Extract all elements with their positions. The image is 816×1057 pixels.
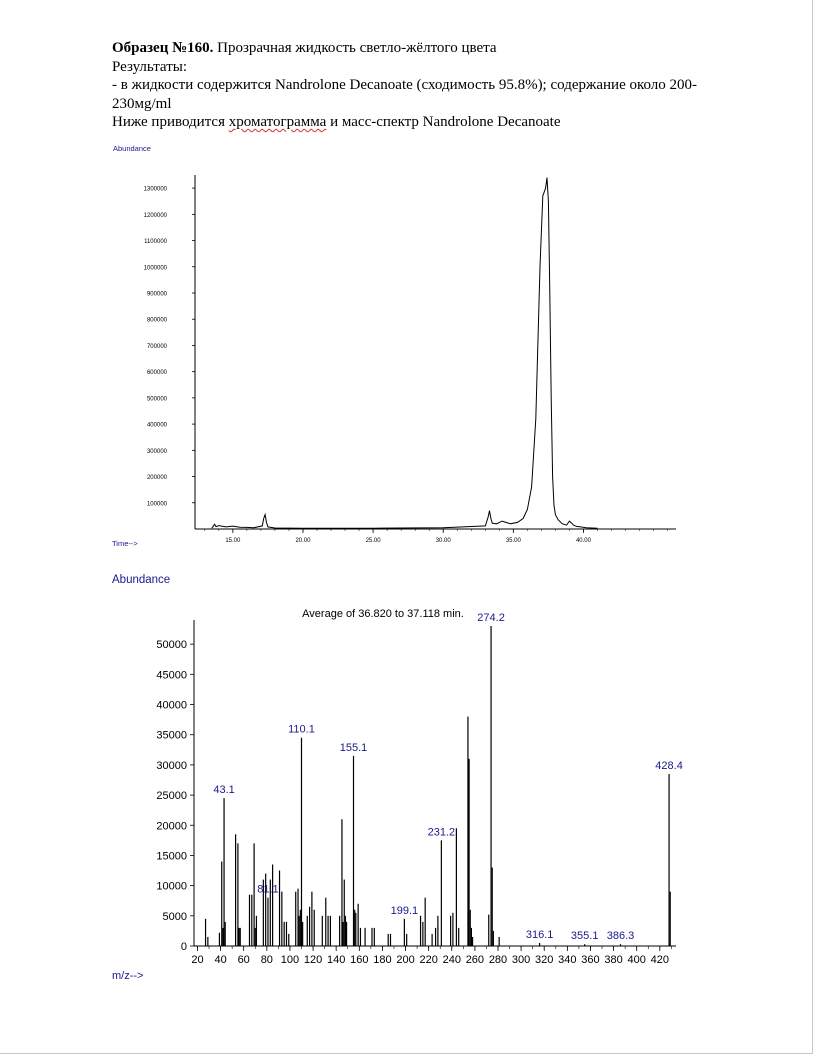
results-label: Результаты: [112, 58, 187, 75]
x-tick-label: 30.00 [435, 538, 451, 544]
peak-label: 355.1 [570, 930, 599, 943]
x-tick-label: 220 [419, 954, 438, 966]
peak-label: 386.3 [606, 930, 635, 943]
y-tick-label: 0 [180, 941, 187, 953]
x-tick-label: 100 [280, 954, 300, 966]
y-tick-label: 25000 [156, 790, 187, 803]
result-line: - в жидкости содержится Nandrolone Decanoate (сходимость 95.8%); содержание около 200-230мg/ml [112, 77, 698, 112]
caption-spellchecked-word: хроматограмма [228, 114, 327, 130]
y-tick-label: 1200000 [143, 212, 167, 219]
y-tick-label: 15000 [156, 850, 187, 863]
x-tick-label: 35.00 [505, 538, 521, 544]
x-tick-label: 260 [465, 954, 485, 966]
y-tick-label: 700000 [146, 343, 167, 350]
x-tick-label: 40.00 [575, 538, 591, 544]
y-tick-label: 35000 [156, 729, 187, 742]
x-tick-label: 200 [396, 954, 415, 966]
chromatogram-chart [0, 140, 816, 560]
y-tick-label: 30000 [156, 759, 187, 772]
peak-label: 316.1 [525, 928, 554, 941]
y-tick-label: 5000 [162, 910, 187, 923]
x-tick-label: 140 [326, 954, 346, 966]
y-axis-label: Abundance [112, 574, 171, 586]
x-tick-label: 380 [604, 954, 623, 966]
peak-label: 274.2 [477, 612, 505, 625]
y-tick-label: 40000 [156, 699, 187, 712]
x-tick-label: 20 [191, 954, 204, 966]
y-tick-label: 900000 [146, 291, 167, 298]
sample-number: Образец №160. [112, 40, 214, 56]
x-tick-label: 340 [558, 954, 577, 966]
x-tick-label: 20.00 [295, 538, 311, 544]
mass-spectrum-chart [0, 570, 816, 990]
x-tick-label: 40 [214, 954, 227, 966]
x-tick-label: 240 [442, 954, 461, 966]
y-tick-label: 200000 [146, 475, 167, 482]
y-tick-label: 800000 [146, 317, 167, 324]
peak-label: 199.1 [390, 904, 419, 917]
x-tick-label: 360 [581, 954, 600, 966]
y-tick-label: 45000 [156, 669, 187, 682]
x-tick-label: 80 [260, 954, 273, 966]
peak-label: 428.4 [655, 759, 683, 772]
chart-title: Average of 36.820 to 37.118 min. [302, 608, 464, 620]
peak-label: 231.2 [427, 826, 456, 839]
peak-label: 155.1 [339, 741, 368, 754]
x-tick-label: 280 [488, 954, 508, 966]
peak-label: 81.1 [257, 883, 279, 896]
y-tick-label: 1000000 [143, 265, 167, 272]
x-tick-label: 15.00 [225, 538, 241, 544]
x-tick-label: 300 [511, 954, 531, 966]
y-tick-label: 400000 [146, 422, 167, 429]
peak-label: 43.1 [213, 784, 235, 797]
y-tick-label: 10000 [156, 880, 187, 893]
y-tick-label: 300000 [146, 448, 167, 455]
y-tick-label: 50000 [156, 639, 187, 652]
document-text [112, 39, 752, 132]
sample-description: Прозрачная жидкость светло-жёлтого цвета [213, 40, 497, 56]
x-axis-label: Time--> [112, 539, 138, 548]
x-tick-label: 400 [627, 954, 646, 966]
chromatogram-trace [212, 178, 598, 529]
x-tick-label: 180 [373, 954, 392, 966]
sample-heading [112, 39, 752, 58]
y-tick-label: 600000 [146, 370, 167, 377]
y-tick-label: 20000 [156, 820, 187, 833]
x-tick-label: 160 [350, 954, 369, 966]
y-tick-label: 1100000 [144, 239, 167, 246]
x-tick-label: 120 [303, 954, 323, 966]
caption-before: Ниже приводится [112, 114, 229, 130]
x-tick-label: 60 [237, 954, 250, 966]
figure-caption [112, 113, 752, 132]
caption-after: и масс-спектр Nandrolone Decanoate [326, 114, 561, 130]
y-axis-label: Abundance [113, 144, 151, 153]
x-tick-label: 420 [650, 954, 669, 966]
y-tick-label: 500000 [146, 396, 167, 403]
x-tick-label: 25.00 [365, 538, 381, 544]
y-tick-label: 1300000 [143, 186, 167, 193]
peak-label: 110.1 [288, 723, 315, 736]
x-tick-label: 320 [535, 954, 554, 966]
x-axis-label: m/z--> [112, 970, 144, 982]
y-tick-label: 100000 [146, 501, 167, 508]
